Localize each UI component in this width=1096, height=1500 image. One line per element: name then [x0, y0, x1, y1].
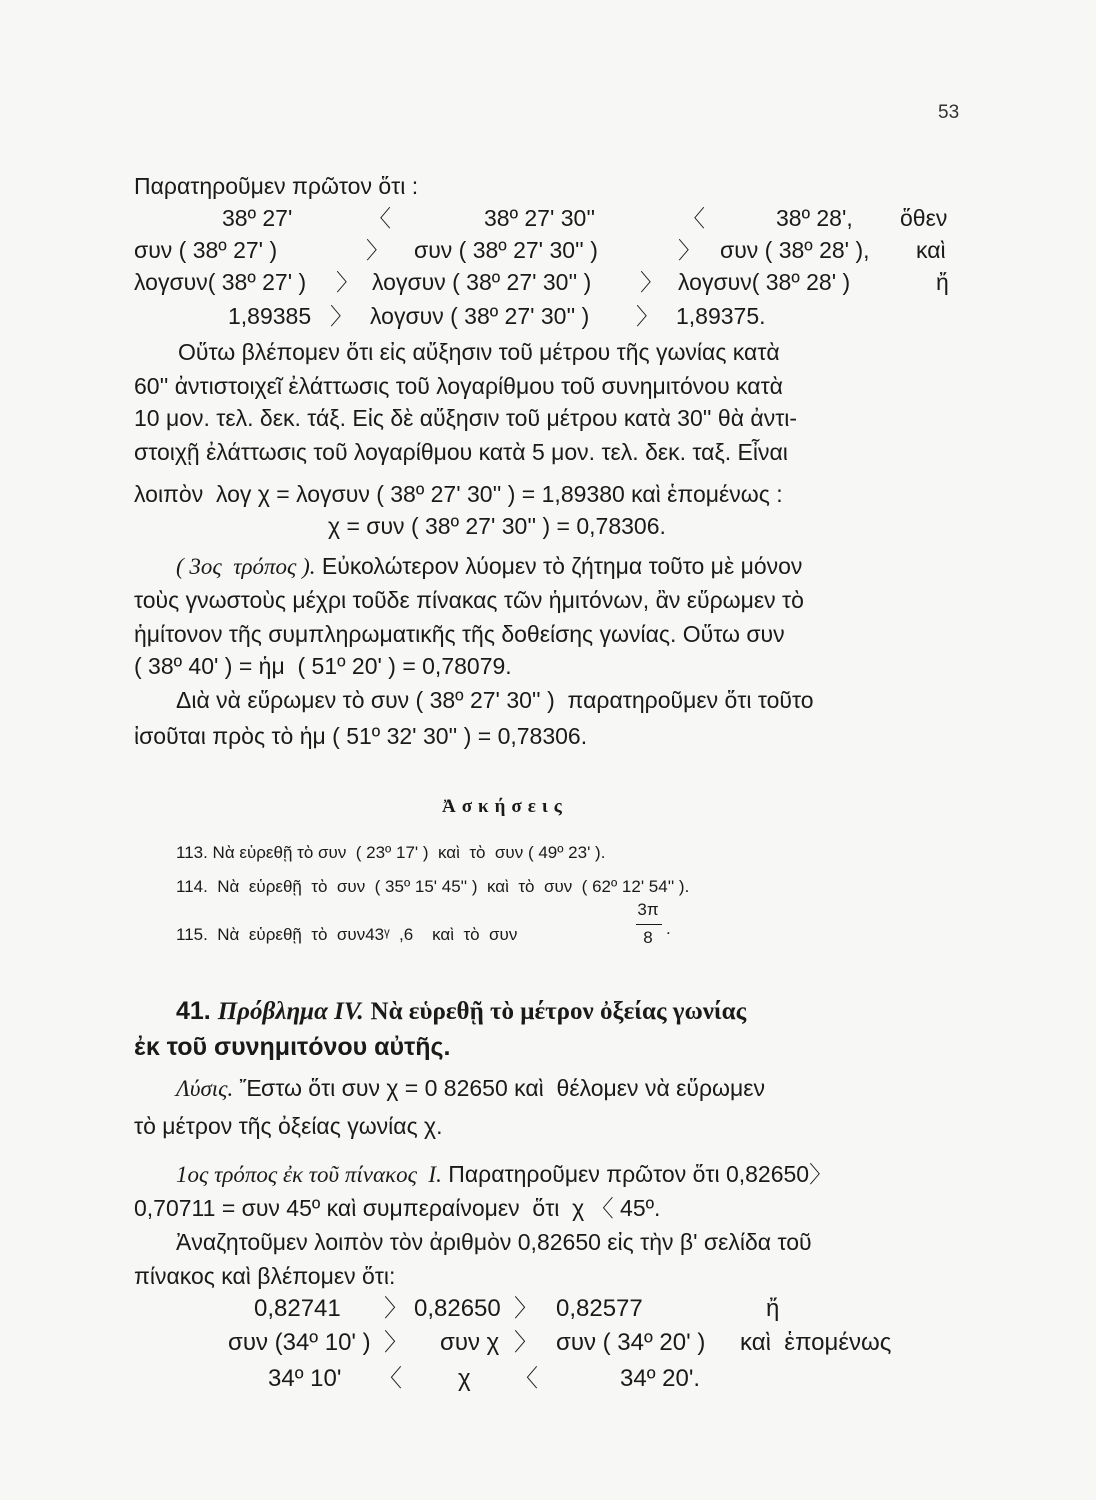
ineq2-cell: συν (34º 10' )	[228, 1329, 371, 1356]
text-line: στοιχῇ ἐλάττωσις τοῦ λογαρίθμου κατὰ 5 μον. τελ. δεκ. ταξ. Εἶναι	[134, 439, 788, 465]
ineq1-cell: 〉	[636, 303, 659, 329]
problem-label: Πρόβλημα IV.	[217, 998, 364, 1025]
ineq1-cell: λογσυν( 38º 28' )	[678, 269, 851, 295]
method3-label: ( 3ος τρόπος ).	[176, 554, 316, 579]
fraction-denominator: 8	[643, 928, 653, 947]
text-line: τὸ μέτρον τῆς ὀξείας γωνίας χ.	[134, 1113, 443, 1139]
ineq1-cell: ἤ	[936, 269, 949, 295]
ineq2-cell: 〉	[384, 1295, 408, 1322]
ineq2-cell: 〉	[514, 1329, 538, 1356]
exercise-item: 114. Νὰ εὑρεθῇ τὸ συν ( 35º 15' 45'' ) καὶ τὸ συν ( 62º 12' 54'' ).	[176, 877, 690, 896]
ineq1-cell: 〈	[682, 205, 705, 231]
ineq1-cell: 〉	[336, 269, 359, 295]
problem-title-line1: Νὰ εὑρεθῇ τὸ μέτρον ὀξείας γωνίας	[370, 998, 747, 1025]
ineq2-cell: συν ( 34º 20' )	[556, 1329, 706, 1356]
text-line: 0,70711 = συν 45º καὶ συμπεραίνομεν ὅτι χ 〈 45º.	[134, 1195, 661, 1221]
ineq1-cell: 〈	[368, 205, 391, 231]
problem-number: 41.	[176, 997, 211, 1025]
fraction-bar	[636, 924, 662, 925]
text-line: πίνακος καὶ βλέπομεν ὅτι:	[134, 1263, 396, 1289]
method3-paragraph	[176, 552, 802, 581]
ineq1-cell: 38º 28',	[776, 205, 853, 231]
text-line: Παρατηροῦμεν πρῶτον ὅτι 0,82650〉	[448, 1161, 833, 1187]
ineq2-cell: συν χ	[440, 1329, 500, 1356]
ineq1-cell: καὶ	[916, 237, 946, 263]
text-line: Παρατηροῦμεν πρῶτον ὅτι :	[134, 173, 419, 199]
ineq2-cell: 〉	[384, 1329, 408, 1356]
exercises-heading: Ἀσκήσεις	[442, 796, 568, 817]
problem-title-line2: ἐκ τοῦ συνημιτόνου αὐτῆς.	[134, 1033, 451, 1061]
exercise-item: 115. Νὰ εὑρεθῇ τὸ συν43ᵞ ,6 καὶ τὸ συν	[176, 925, 518, 944]
text-line: Εὐκολώτερον λύομεν τὸ ζήτημα τοῦτο μὲ μόνον	[321, 553, 803, 579]
text-line: Ἔστω ὅτι συν χ = 0 82650 καὶ θέλομεν νὰ εὕρωμεν	[239, 1075, 766, 1101]
exercise-item: 113. Νὰ εὑρεθῇ τὸ συν ( 23º 17' ) καὶ τὸ συν ( 49º 23' ).	[176, 843, 606, 862]
solution-label: Λύσις.	[176, 1076, 234, 1101]
ineq2-cell: 34º 10'	[268, 1365, 342, 1392]
ineq2-cell: καὶ ἑπομένως	[740, 1329, 892, 1356]
text-line: 10 μον. τελ. δεκ. τάξ. Εἰς δὲ αὔξησιν τοῦ μέτρου κατὰ 30'' θὰ ἀντι-	[134, 405, 798, 431]
fraction-suffix: .	[666, 919, 671, 938]
solution-paragraph	[176, 1074, 765, 1103]
ineq1-cell: συν ( 38º 27' )	[134, 237, 278, 263]
ineq1-cell: ὅθεν	[900, 205, 948, 231]
ineq1-cell: 38º 27' 30''	[484, 205, 596, 231]
ineq1-cell: λογσυν ( 38º 27' 30'' )	[372, 269, 592, 295]
text-line: Διὰ νὰ εὕρωμεν τὸ συν ( 38º 27' 30'' ) παρατηροῦμεν ὅτι τοῦτο	[176, 687, 814, 713]
ineq1-cell: 〉	[678, 237, 701, 263]
text-line: ἰσοῦται πρὸς τὸ ἡμ ( 51º 32' 30'' ) = 0,78306.	[134, 723, 588, 749]
ineq1-cell: 〉	[640, 269, 663, 295]
text-line: 60'' ἀντιστοιχεῖ ἐλάττωσις τοῦ λογαρίθμου τοῦ συνημιτόνου κατὰ	[134, 373, 783, 399]
ineq2-cell: 〈	[514, 1365, 538, 1392]
ineq2-cell: 34º 20'.	[620, 1365, 701, 1392]
ineq2-cell: ἤ	[766, 1295, 780, 1322]
page-number: 53	[938, 102, 960, 123]
text-line: λοιπὸν λογ χ = λογσυν ( 38º 27' 30'' ) = 1,89380 καὶ ἑπομένως :	[134, 481, 783, 507]
text-line: τοὺς γνωστοὺς μέχρι τοῦδε πίνακας τῶν ἡμιτόνων, ἂν εὕρωμεν τὸ	[134, 587, 804, 613]
ineq1-cell: λογσυν ( 38º 27' 30'' )	[370, 303, 590, 329]
ineq1-cell: 38º 27'	[222, 205, 293, 231]
ineq2-cell: χ	[458, 1365, 471, 1392]
text-line: Οὕτω βλέπομεν ὅτι εἰς αὔξησιν τοῦ μέτρου τῆς γωνίας κατὰ	[178, 339, 780, 365]
method1-paragraph	[176, 1160, 832, 1189]
ineq1-cell: λογσυν( 38º 27' )	[134, 269, 307, 295]
ineq2-cell: 0,82741	[254, 1295, 341, 1322]
problem-title	[176, 996, 746, 1027]
text-line: χ = συν ( 38º 27' 30'' ) = 0,78306.	[328, 513, 666, 539]
fraction-numerator: 3π	[637, 900, 659, 919]
method1-label: 1ος τρόπος ἐκ τοῦ πίνακος Ι.	[176, 1162, 442, 1187]
text-line: ( 38º 40' ) = ἡμ ( 51º 20' ) = 0,78079.	[134, 653, 512, 679]
ineq2-cell: 〉	[514, 1295, 538, 1322]
ineq2-cell: 0,82650	[414, 1295, 501, 1322]
ineq1-cell: 1,89375.	[676, 303, 766, 329]
ineq1-cell: 1,89385	[228, 303, 312, 329]
ineq2-cell: 〈	[378, 1365, 402, 1392]
text-line: ἡμίτονον τῆς συμπληρωματικῆς τῆς δοθείσης γωνίας. Οὕτω συν	[134, 621, 785, 647]
ineq1-cell: συν ( 38º 27' 30'' )	[414, 237, 598, 263]
text-line: Ἀναζητοῦμεν λοιπὸν τὸν ἀριθμὸν 0,82650 εἰς τὴν β' σελίδα τοῦ	[176, 1229, 812, 1255]
ineq1-cell: συν ( 38º 28' ),	[720, 237, 870, 263]
ineq1-cell: 〉	[366, 237, 389, 263]
ineq1-cell: 〉	[330, 303, 353, 329]
ineq2-cell: 0,82577	[556, 1295, 643, 1322]
